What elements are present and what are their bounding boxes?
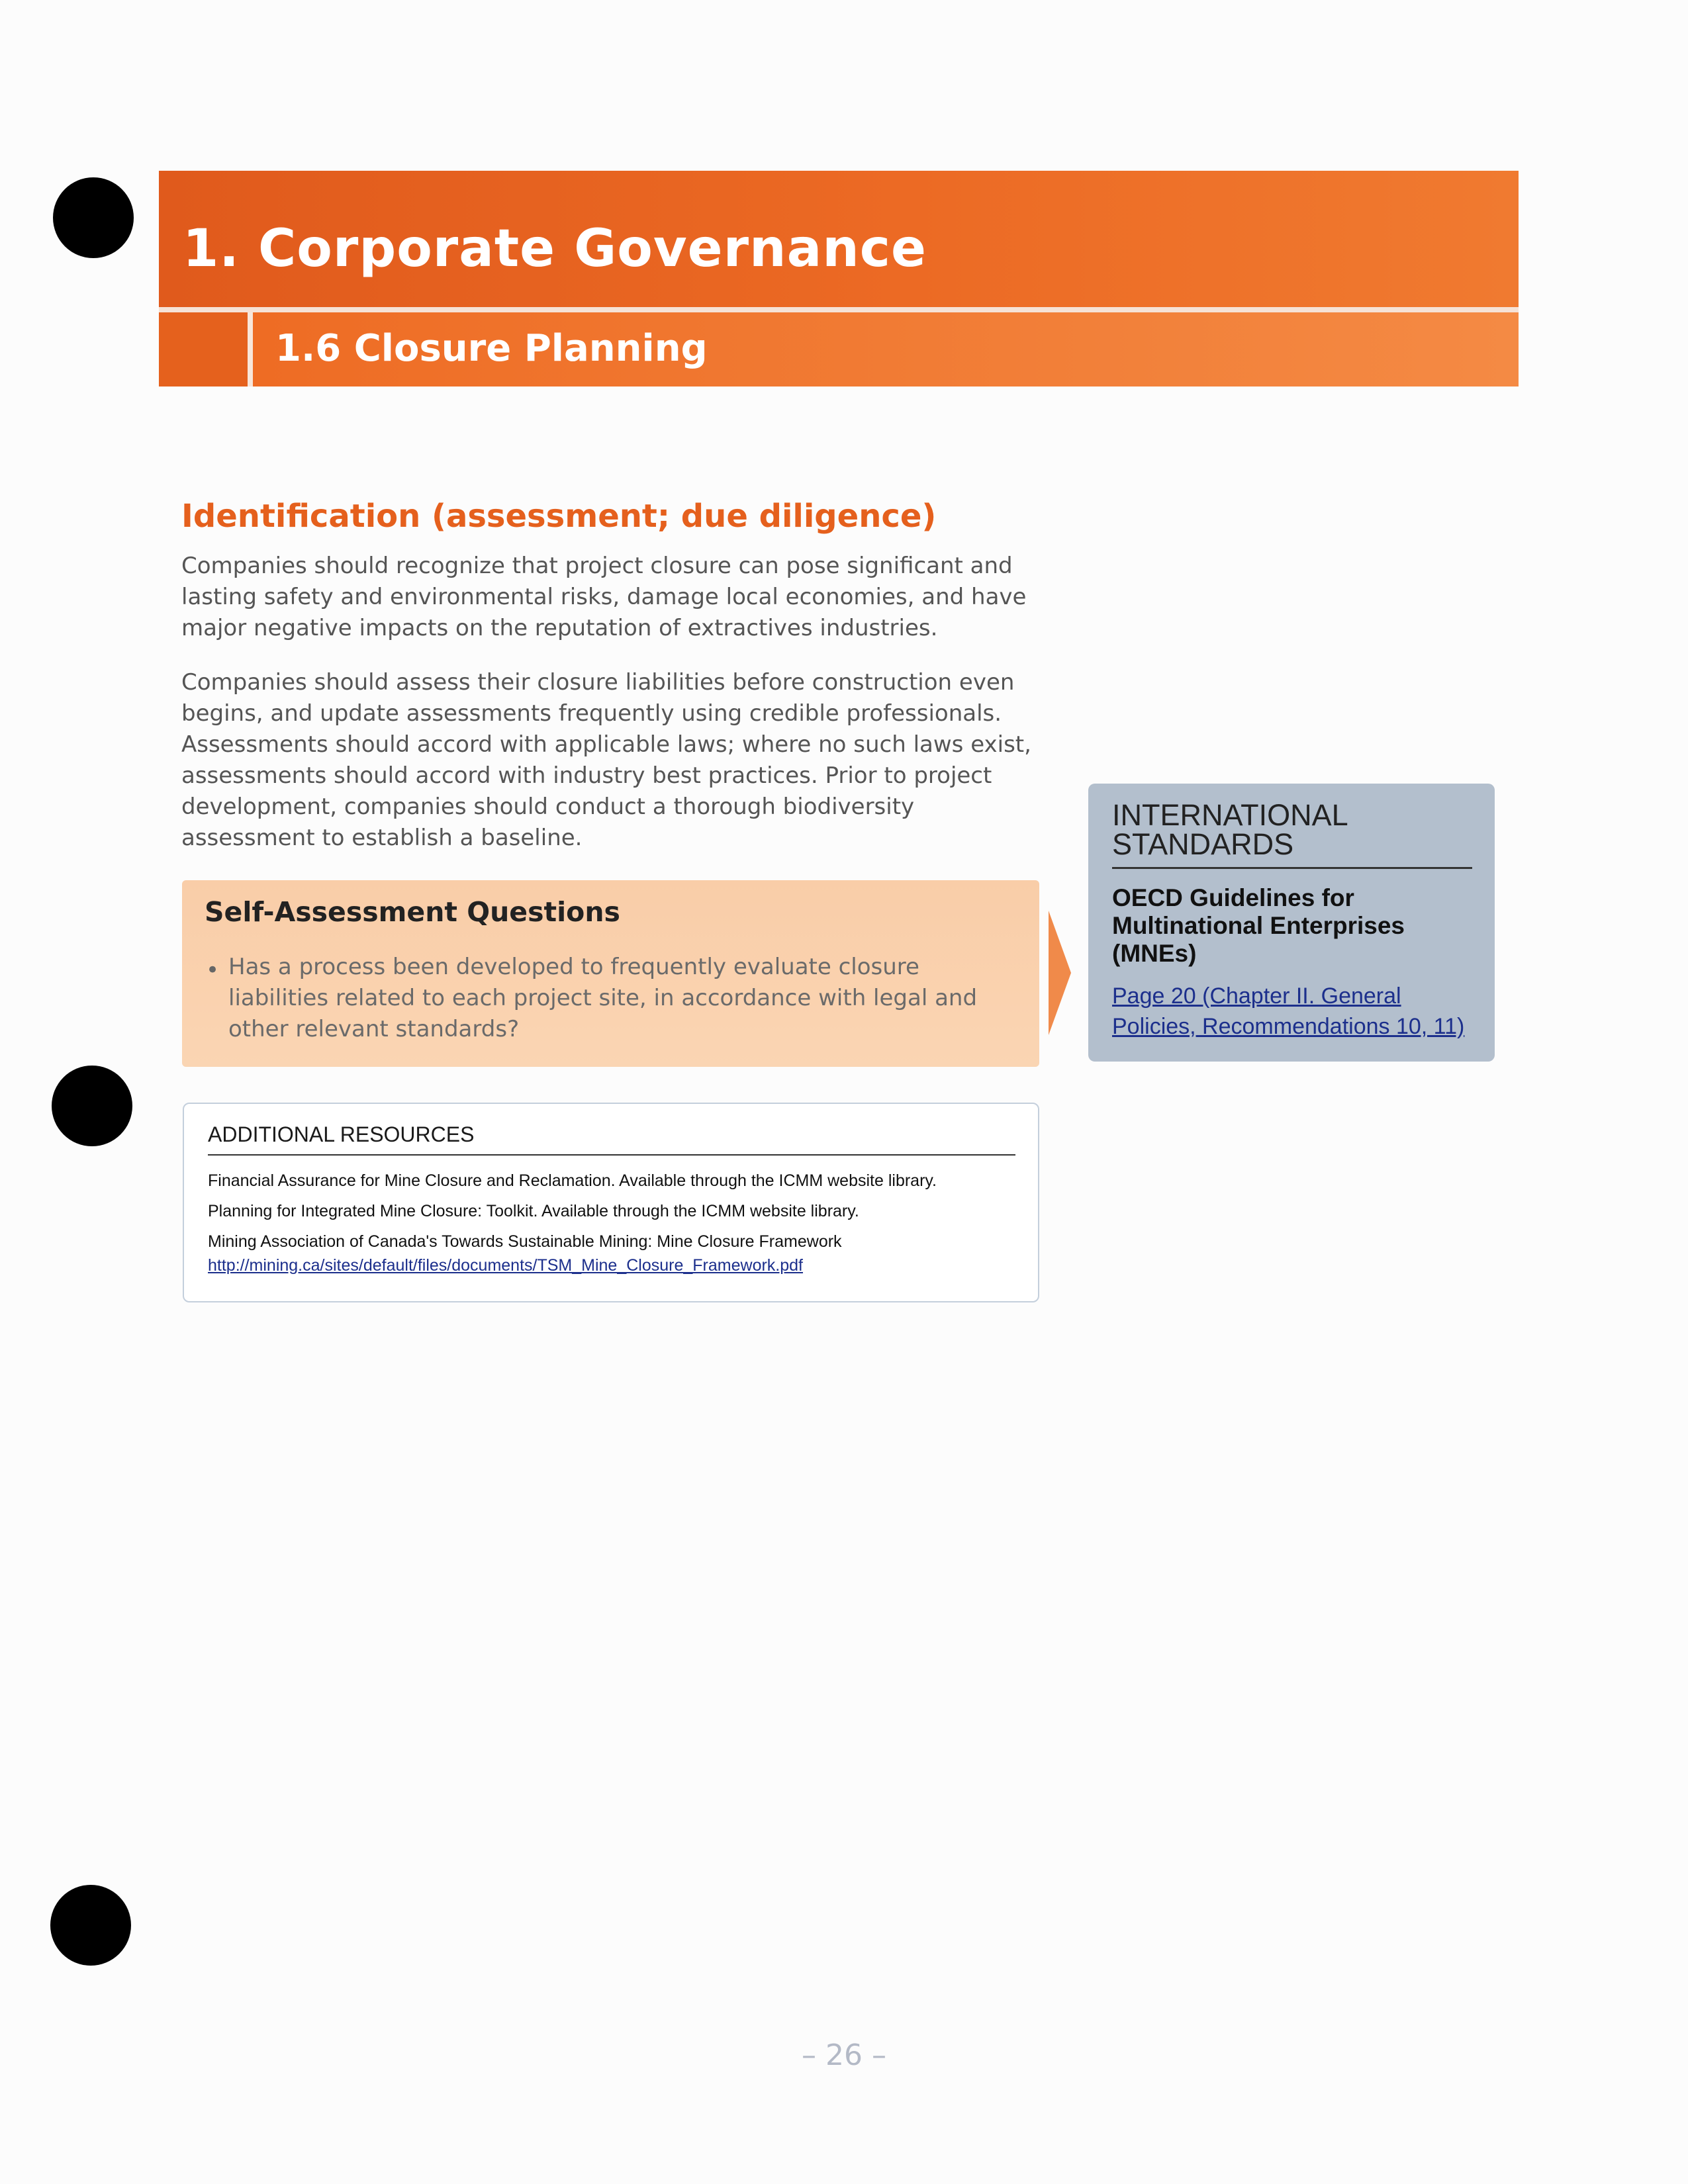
identification-heading: Identification (assessment; due diligence) [181,498,937,535]
resource-item: Planning for Integrated Mine Closure: Toolkit. Available through the ICMM website library. [208,1202,859,1220]
punch-hole [50,1885,131,1966]
banner-divider [159,307,1519,312]
identification-paragraph: Companies should assess their closure liabilities before construction even begins, and update assessments frequently using credible professionals. Assessments should accord with applicable laws; where no such laws exist, assessments should accord with industry best practices. Prior to project development, companies should conduct a thorough biodiversity assessment to establish a baseline. [181,669,1031,851]
punch-hole [52,1066,132,1146]
resource-item: Financial Assurance for Mine Closure and Reclamation. Available through the ICMM website library. [208,1171,937,1190]
international-standards-box [1088,784,1495,1062]
resource-link[interactable]: http://mining.ca/sites/default/files/documents/TSM_Mine_Closure_Framework.pdf [208,1256,803,1275]
self-assessment-question: Has a process been developed to frequently evaluate closure liabilities related to each project site, in accordance with legal and other relevant standards? [228,954,978,1042]
chapter-title: 1. Corporate Governance [183,219,927,279]
divider [1112,867,1472,869]
section-subtitle: 1.6 Closure Planning [275,327,708,370]
subtitle-accent-block [159,312,248,387]
self-assessment-title: Self-Assessment Questions [205,896,620,928]
self-assessment-box [182,880,1039,1067]
section-subtitle-banner [159,312,1519,387]
divider [208,1154,1015,1156]
standard-reference-link[interactable]: Page 20 (Chapter II. General Policies, Recommendations 10, 11) [1112,983,1465,1039]
subtitle-divider [248,312,253,387]
bullet-icon: • [206,957,220,983]
punch-hole [53,177,134,258]
arrow-right-icon [1049,911,1071,1035]
international-standards-title: INTERNATIONAL STANDARDS [1112,798,1348,861]
additional-resources-box [183,1103,1039,1302]
page-number: – 26 – [802,2038,886,2072]
identification-paragraph: Companies should recognize that project closure can pose significant and lasting safety and environmental risks, damage local economies, and have major negative impacts on the reputation of extractives industries. [181,553,1027,641]
additional-resources-title: ADDITIONAL RESOURCES [208,1122,475,1146]
chapter-title-banner [159,171,1519,307]
resource-item: Mining Association of Canada's Towards Sustainable Mining: Mine Closure Framework [208,1232,842,1251]
standard-name: OECD Guidelines for Multinational Enterprises (MNEs) [1112,884,1405,967]
